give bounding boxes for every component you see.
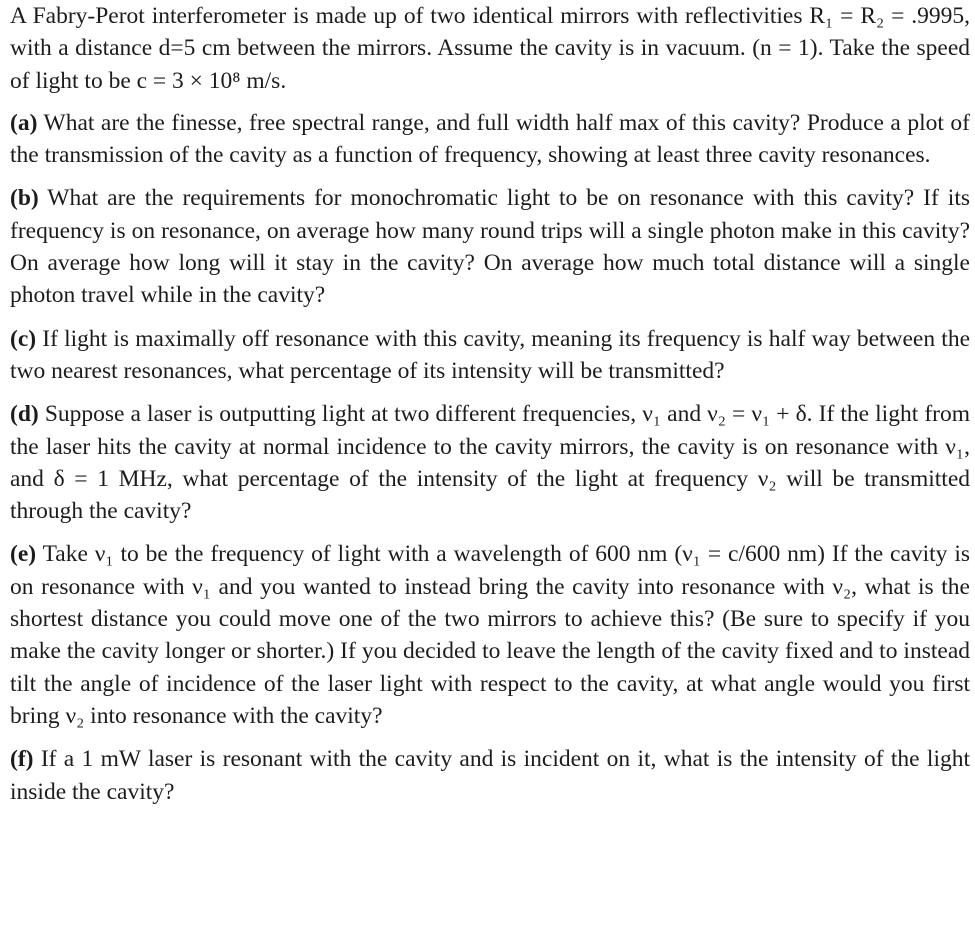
spacer — [10, 97, 970, 107]
spacer — [10, 527, 970, 538]
part-c — [10, 323, 970, 388]
part-e — [10, 538, 970, 732]
part-b-label: (b) — [10, 185, 39, 212]
part-d-text: Suppose a laser is outputting light at two different frequencies, ν₁ and ν₂ = ν₁ + δ. If the light from the laser hits the cavity at normal incidence to the cavity mirrors, the cavity is on resonance with ν₁, and δ = 1 MHz, what percentage of the intensity of the light at frequency ν₂ will be transmitted through the cavity? — [10, 401, 970, 525]
part-b-text: What are the requirements for monochromatic light to be on resonance with this cavity? If its frequency is on resonance, on average how many round trips will a single photon make in this cavity? On average how long will it stay in the cavity? On average how much total distance will a single photon travel while in the cavity? — [10, 185, 970, 309]
spacer — [10, 732, 970, 743]
part-f — [10, 743, 970, 808]
part-d-label: (d) — [10, 401, 39, 428]
problem-intro: A Fabry-Perot interferometer is made up of two identical mirrors with reflectivities R₁ = R₂ = .9995, with a distance d=5 cm between the mirrors. Assume the cavity is in vacuum. (n = 1). Take the speed of light to be c = 3 × 10⁸ m/s. — [10, 3, 970, 94]
part-e-label: (e) — [10, 541, 37, 568]
part-c-label: (c) — [10, 325, 37, 352]
part-a-text: What are the finesse, free spectral range, and full width half max of this cavity? Produce a plot of the transmission of the cavity as a function of frequency, showing at least three cavity resonances. — [10, 109, 970, 169]
spacer — [10, 171, 970, 182]
spacer — [10, 312, 970, 323]
part-c-text: If light is maximally off resonance with this cavity, meaning its frequency is half way between the two nearest resonances, what percentage of its intensity will be transmitted? — [10, 325, 971, 384]
part-a-label: (a) — [10, 109, 38, 136]
part-d — [10, 398, 970, 527]
part-f-text: If a 1 mW laser is resonant with the cavity and is incident on it, what is the intensity of the light inside the cavity? — [10, 746, 970, 805]
part-b — [10, 182, 970, 311]
part-e-text: Take ν₁ to be the frequency of light with a wavelength of 600 nm (ν₁ = c/600 nm) If the cavity is on resonance with ν₁ and you wanted to instead bring the cavity into resonance with ν₂, what is the shortest distance you could move one of the two mirrors to achieve this? (Be sure to specify if you make the cavity longer or shorter.) If you decided to leave the length of the cavity fixed and to instead tilt the angle of incidence of the laser light with respect to the cavity, at what angle would you first bring ν₂ into resonance with the cavity? — [10, 541, 970, 729]
part-f-label: (f) — [10, 746, 34, 773]
problem-page — [10, 0, 970, 808]
part-a — [10, 107, 970, 172]
spacer — [10, 387, 970, 398]
